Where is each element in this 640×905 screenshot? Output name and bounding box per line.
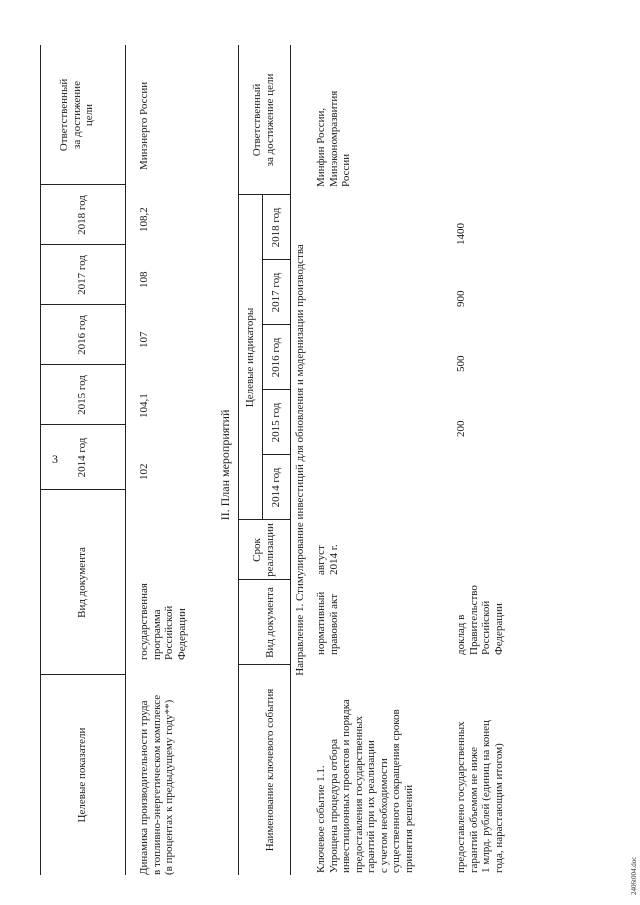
guarantees-value-2015: 200 <box>455 420 467 437</box>
event-guarantees-doc-type: доклад в Правительство Российской Федерации <box>455 585 505 655</box>
header-event-name: Наименование ключевого события <box>264 688 276 852</box>
header2-year-2017: 2017 год <box>270 272 282 313</box>
event-1-1-responsible: Минфин России, Минэкономразвития России <box>315 90 352 187</box>
guarantees-value-2018: 1400 <box>455 223 467 245</box>
value-2018: 108,2 <box>138 207 150 232</box>
header-year-2016: 2016 год <box>76 315 88 355</box>
value-2017: 108 <box>138 271 150 288</box>
header-responsible: Ответственный за достижение цели <box>58 78 95 152</box>
indicator-doc-type: государственная программа Российской Федерации <box>138 583 188 660</box>
header-year-2018: 2018 год <box>76 195 88 235</box>
guarantees-value-2017: 900 <box>455 290 467 307</box>
event-guarantees-name: предоставлено государственных гарантий объемом не ниже 1 млрд. рублей (единиц на конец года, нарастающим итогом) <box>455 720 505 873</box>
header2-year-2018: 2018 год <box>270 207 282 248</box>
header-target-indicators: Целевые индикаторы <box>244 307 256 408</box>
value-2014: 102 <box>138 463 150 480</box>
header-year-2015: 2015 год <box>76 375 88 415</box>
header2-year-2015: 2015 год <box>270 402 282 443</box>
indicator-responsible: Минэнерго России <box>138 81 150 170</box>
header2-year-2014: 2014 год <box>270 467 282 508</box>
header-doc-type: Вид документа <box>76 547 88 618</box>
direction-title: Направление 1. Стимулирование инвестиций для обновления и модернизации производства <box>294 244 306 676</box>
header-deadline: Срок реализации <box>251 523 276 577</box>
value-2016: 107 <box>138 331 150 348</box>
header-indicator: Целевые показатели <box>76 727 88 823</box>
header2-year-2016: 2016 год <box>270 337 282 378</box>
header-doc-type-2: Вид документа <box>264 587 276 658</box>
section-title: II. План мероприятий <box>218 409 232 521</box>
header-year-2017: 2017 год <box>76 255 88 295</box>
header-year-2014: 2014 год <box>76 437 88 478</box>
footer-doc-code: 2406t004.doc <box>630 856 638 895</box>
header2-responsible: Ответственный за достижение цели <box>251 73 276 167</box>
page-number: 3 <box>52 452 58 466</box>
event-1-1-deadline: август 2014 г. <box>315 544 340 575</box>
event-1-1-doc-type: нормативный правовой акт <box>315 591 340 655</box>
indicator-name: Динамика производительности труда в топливно-энергетическом комплексе (в процентах к предыдущему году**) <box>138 694 175 875</box>
value-2015: 104,1 <box>138 393 150 418</box>
event-1-1-name: Ключевое событие 1.1. Упрощена процедура отбора инвестиционных проектов и порядка предоставления государственных гарантий при их реализации с учетом необходимости существенного сокращения сроков принятия решений <box>315 699 415 873</box>
guarantees-value-2016: 500 <box>455 355 467 372</box>
